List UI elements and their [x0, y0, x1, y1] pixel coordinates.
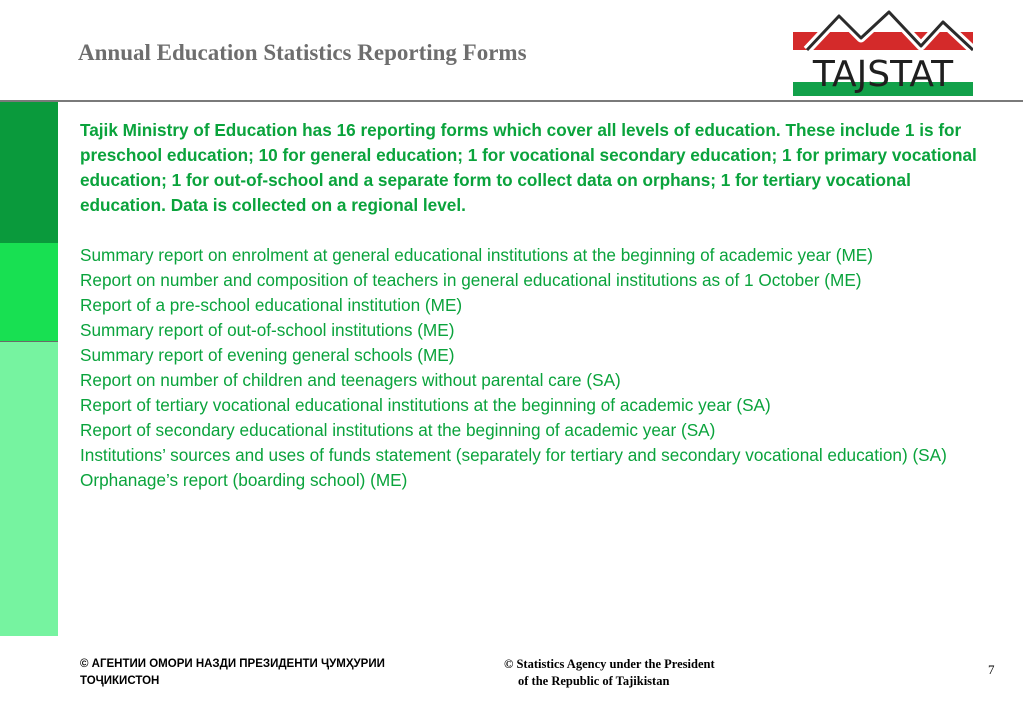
form-item: Summary report on enrolment at general educational institutions at the beginning of academic year (ME)	[80, 245, 873, 265]
form-item: Report of secondary educational institutions at the beginning of academic year (SA)	[80, 420, 716, 440]
side-bar-light-green	[0, 342, 58, 636]
footer-copyright-english	[504, 656, 774, 690]
slide-body	[80, 118, 1000, 493]
logo-text: TAJSTAT	[812, 54, 954, 95]
form-item: Report of tertiary vocational educational institutions at the beginning of academic year (SA)	[80, 395, 771, 415]
side-bar-dark-green	[0, 102, 58, 243]
form-item: Institutions’ sources and uses of funds statement (separately for tertiary and secondary vocational education) (SA)	[80, 445, 947, 465]
intro-paragraph: Tajik Ministry of Education has 16 reporting forms which cover all levels of education. These include 1 is for preschool education; 10 for general education; 1 for vocational secondary education; 1 for primary vocational education; 1 for out-of-school and a separate form to collect data on orphans; 1 for tertiary vocational education. Data is collected on a regional level.	[80, 120, 977, 215]
form-item: Orphanage’s report (boarding school) (ME)	[80, 470, 408, 490]
forms-list	[80, 243, 1000, 493]
slide-title: Annual Education Statistics Reporting Forms	[78, 40, 527, 65]
form-item: Report of a pre-school educational institution (ME)	[80, 295, 463, 315]
footer-line-2: of the Republic of Tajikistan	[518, 674, 670, 688]
form-item: Report on number and composition of teachers in general educational institutions as of 1 October (ME)	[80, 270, 862, 290]
form-item: Summary report of evening general schools (ME)	[80, 345, 455, 365]
form-item: Report on number of children and teenagers without parental care (SA)	[80, 370, 621, 390]
form-item: Summary report of out-of-school institutions (ME)	[80, 320, 455, 340]
footer-copyright-tajik: © АГЕНТИИ ОМОРИ НАЗДИ ПРЕЗИДЕНТИ ҶУМҲУРИИ ТОҶИКИСТОН	[80, 658, 385, 687]
tajstat-logo	[793, 10, 973, 100]
page-number: 7	[988, 662, 995, 677]
footer-line-1: © Statistics Agency under the President	[504, 657, 715, 671]
header-rule	[0, 100, 1023, 102]
side-bar-mid-green	[0, 243, 58, 341]
